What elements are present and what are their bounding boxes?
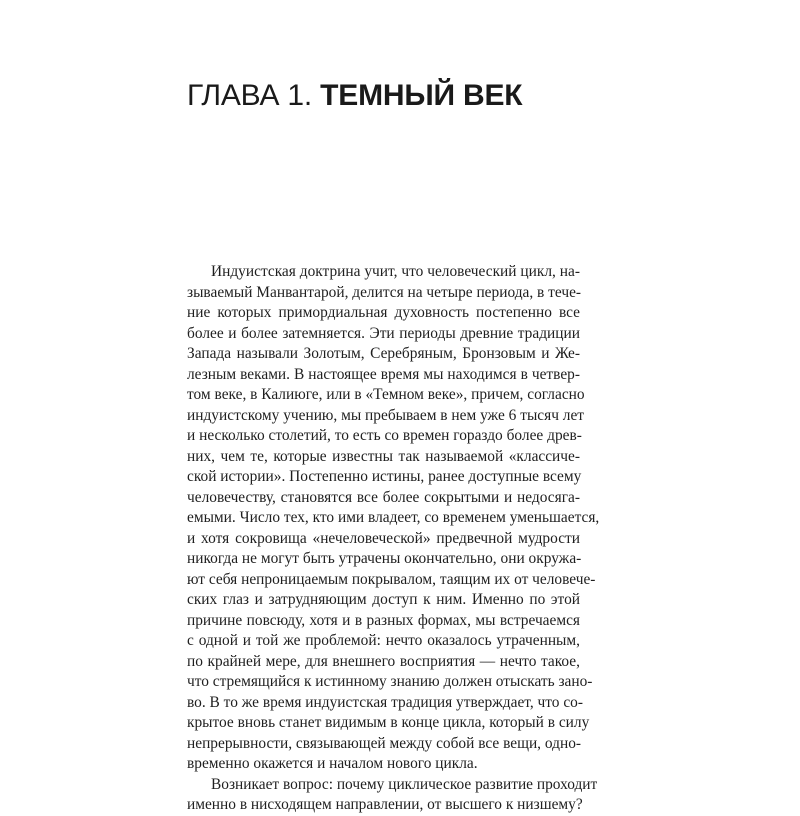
- text-line: во. В то же время индуистская традиция утверждает, что со-: [187, 693, 583, 711]
- text-line: более и более затемняется. Эти периоды древние традиции: [187, 324, 580, 342]
- text-line: ют себя непроницаемым покрывалом, таящим их от человече-: [187, 570, 596, 588]
- text-line: ской истории». Постепенно истины, ранее доступные всему: [187, 468, 582, 485]
- text-line: с одной и той же проблемой: нечто оказалось утраченным,: [187, 632, 580, 649]
- text-line: них, чем те, которые известны так называемой «классиче-: [187, 447, 580, 465]
- chapter-name: ТЕМНЫЙ ВЕК: [320, 79, 523, 112]
- text-line: непрерывности, связывающей между собой все вещи, одно-: [187, 734, 582, 752]
- paragraph: [187, 262, 600, 775]
- chapter-title: [187, 79, 522, 113]
- text-line: лезным веками. В настоящее время мы находимся в четвер-: [187, 365, 580, 383]
- text-line: что стремящийся к истинному знанию должен отыскать зано-: [187, 673, 593, 690]
- body-text: [187, 262, 600, 816]
- text-line: зываемый Манвантарой, делится на четыре периода, в тече-: [187, 283, 582, 301]
- text-line: именно в нисходящем направлении, от высшего к низшему?: [187, 796, 583, 813]
- text-line: Индуистская доктрина учит, что человеческий цикл, на-: [211, 263, 580, 280]
- text-line: никогда не могут быть утрачены окончательно, они окружа-: [187, 550, 582, 567]
- text-line: по крайней мере, для внешнего восприятия — нечто такое,: [187, 652, 580, 670]
- text-line: Запада называли Золотым, Серебряным, Бронзовым и Же-: [187, 345, 580, 362]
- text-line: индуистскому учению, мы пребываем в нем уже 6 тысяч лет: [187, 406, 585, 424]
- text-line: временно окажется и началом нового цикла.: [187, 755, 478, 772]
- text-line: том веке, в Калиюге, или в «Темном веке», причем, согласно: [187, 386, 585, 403]
- text-line: ских глаз и затрудняющим доступ к ним. Именно по этой: [187, 591, 580, 608]
- text-line: человечеству, становятся все более сокрытыми и недосяга-: [187, 488, 580, 506]
- text-line: ние которых примордиальная духовность постепенно все: [187, 304, 580, 321]
- text-line: крытое вновь станет видимым в конце цикла, который в силу: [187, 714, 590, 731]
- paragraph: [187, 775, 598, 816]
- text-line: и хотя сокровища «нечеловеческой» предвечной мудрости: [187, 529, 580, 547]
- text-line: и несколько столетий, то есть со времен гораздо более древ-: [187, 427, 582, 444]
- text-line: Возникает вопрос: почему циклическое развитие проходит: [211, 775, 598, 793]
- text-line: причине повсюду, хотя и в разных формах, мы встречаемся: [187, 611, 580, 629]
- chapter-number: ГЛАВА 1.: [187, 79, 321, 112]
- text-line: емыми. Число тех, кто ими владеет, со временем уменьшается,: [187, 509, 600, 526]
